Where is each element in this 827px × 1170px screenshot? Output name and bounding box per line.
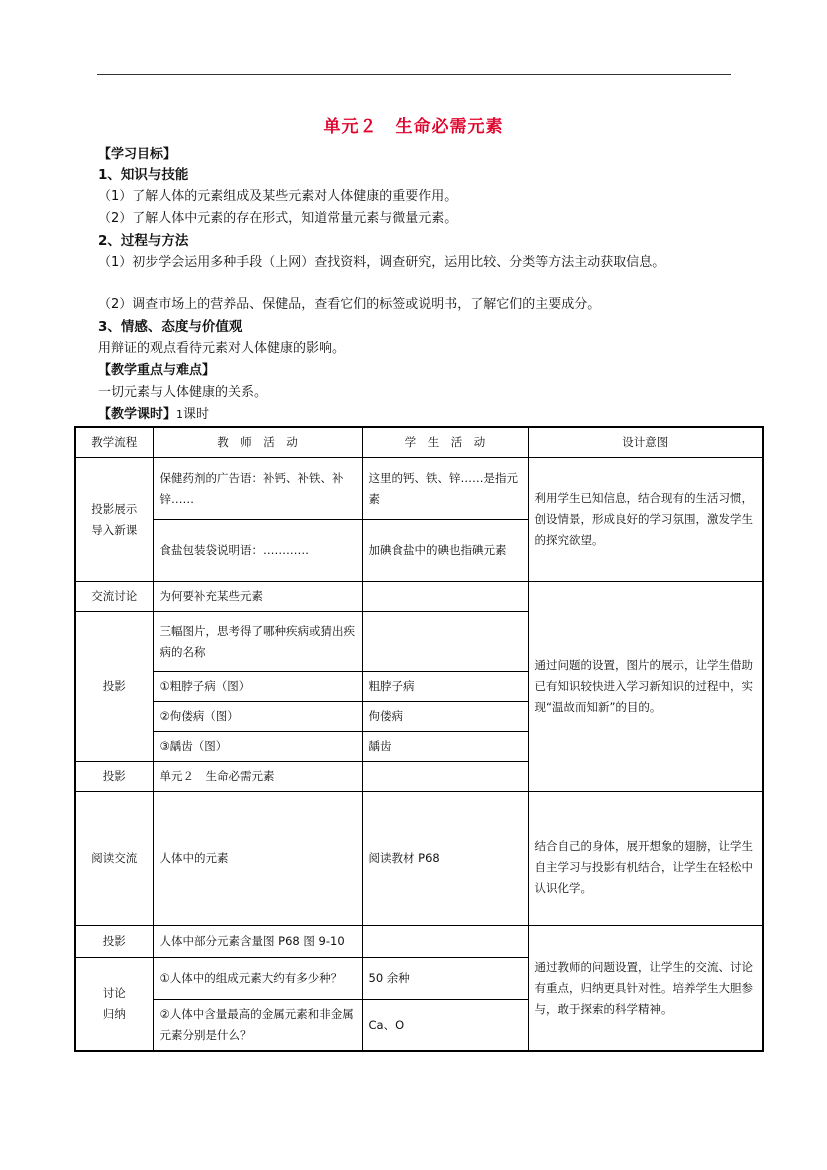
table-row	[75, 926, 763, 958]
knowledge-heading: 1、知识与技能	[98, 167, 189, 183]
student-cell: 龋齿	[362, 732, 528, 762]
lesson-table	[74, 426, 764, 1052]
student-cell: 阅读教材 P68	[362, 792, 528, 926]
objectives-heading: 【学习目标】	[98, 147, 177, 162]
header-teacher: 教 师 活 动	[153, 427, 362, 458]
teacher-cell: 三幅图片，思考得了哪种疾病或猜出疾病的名称	[153, 612, 362, 672]
teacher-cell: 食盐包装袋说明语：…………	[153, 520, 362, 582]
flow-cell: 讨论 归纳	[75, 958, 153, 1052]
process-item-1: （1）初步学会运用多种手段（上网）查找资料，调查研究，运用比较、分类等方法主动获取信息。	[98, 255, 666, 270]
class-hours-unit: 课时	[183, 407, 210, 422]
intent-cell: 通过问题的设置，图片的展示，让学生借助已有知识较快进入学习新知识的过程中，实现“温故而知新”的目的。	[528, 582, 763, 792]
student-cell: 这里的钙、铁、锌……是指元素	[362, 458, 528, 520]
key-points-heading: 【教学重点与难点】	[98, 363, 216, 378]
process-item-2: （2）调查市场上的营养品、保健品，查看它们的标签或说明书，了解它们的主要成分。	[98, 297, 601, 312]
flow-cell: 投影	[75, 612, 153, 762]
table-row	[75, 792, 763, 926]
flow-cell: 投影	[75, 762, 153, 792]
flow-cell: 投影展示 导入新课	[75, 458, 153, 582]
class-hours-heading: 【教学课时】	[98, 407, 177, 422]
knowledge-item-1: （1）了解人体的元素组成及某些元素对人体健康的重要作用。	[98, 189, 458, 204]
student-cell	[362, 926, 528, 958]
teacher-cell: ②人体中含量最高的金属元素和非金属元素分别是什么？	[153, 1000, 362, 1052]
emotion-text: 用辩证的观点看待元素对人体健康的影响。	[98, 341, 346, 356]
student-cell	[362, 612, 528, 672]
student-cell: 粗脖子病	[362, 672, 528, 702]
class-hours	[98, 406, 209, 424]
flow-cell: 交流讨论	[75, 582, 153, 612]
flow-cell: 投影	[75, 926, 153, 958]
teacher-cell: 人体中的元素	[153, 792, 362, 926]
teacher-cell: ③龋齿（图）	[153, 732, 362, 762]
table-row	[75, 458, 763, 520]
teacher-cell: 单元２ 生命必需元素	[153, 762, 362, 792]
student-cell: 50 余种	[362, 958, 528, 1000]
teacher-cell: 人体中部分元素含量图 P68 图 9-10	[153, 926, 362, 958]
student-cell: 佝偻病	[362, 702, 528, 732]
teacher-cell: ①粗脖子病（图）	[153, 672, 362, 702]
intent-cell: 利用学生已知信息，结合现有的生活习惯，创设情景，形成良好的学习氛围，激发学生的探究欲望。	[528, 458, 763, 582]
table-header-row	[75, 427, 763, 458]
teacher-cell: 保健药剂的广告语：补钙、补铁、补锌……	[153, 458, 362, 520]
header-rule	[97, 74, 731, 75]
student-cell: Ca、O	[362, 1000, 528, 1052]
process-heading: 2、过程与方法	[98, 233, 189, 249]
teacher-cell: ②佝偻病（图）	[153, 702, 362, 732]
header-student: 学 生 活 动	[362, 427, 528, 458]
table-row	[75, 582, 763, 612]
intent-cell: 结合自己的身体，展开想象的翅膀，让学生自主学习与投影有机结合，让学生在轻松中认识化学。	[528, 792, 763, 926]
header-intent: 设计意图	[528, 427, 763, 458]
emotion-heading: 3、情感、态度与价值观	[98, 319, 243, 335]
page-title: 单元２ 生命必需元素	[323, 117, 504, 137]
student-cell: 加碘食盐中的碘也指碘元素	[362, 520, 528, 582]
key-points-text: 一切元素与人体健康的关系。	[98, 385, 268, 400]
flow-cell: 阅读交流	[75, 792, 153, 926]
teacher-cell: ①人体中的组成元素大约有多少种？	[153, 958, 362, 1000]
teacher-cell: 为何要补充某些元素	[153, 582, 362, 612]
class-hours-value: 1	[176, 408, 184, 421]
knowledge-item-2: （2）了解人体中元素的存在形式，知道常量元素与微量元素。	[98, 211, 458, 226]
student-cell	[362, 762, 528, 792]
intent-cell: 通过教师的问题设置，让学生的交流、讨论有重点，归纳更具针对性。培养学生大胆参与，敢于探索的科学精神。	[528, 926, 763, 1052]
header-flow: 教学流程	[75, 427, 153, 458]
student-cell	[362, 582, 528, 612]
